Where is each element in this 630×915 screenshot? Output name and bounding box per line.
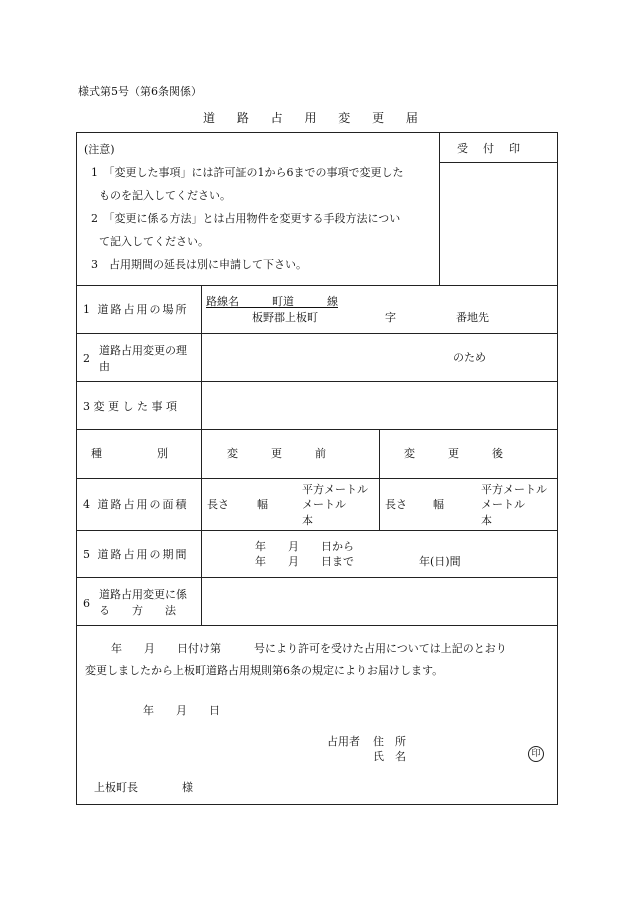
area-label: 4 道路占用の面積 <box>83 498 189 511</box>
name-label: 氏 名 <box>373 750 406 763</box>
form-title: 道 路 占 用 変 更 届 <box>203 111 427 125</box>
reason-label-line-2: 由 <box>99 360 110 373</box>
area-before-length: 長さ <box>207 498 229 511</box>
changed-items-label: 3 変 更 し た 事 項 <box>83 400 177 413</box>
label-column-divider <box>201 285 202 625</box>
occupant-label: 占用者 <box>327 735 360 748</box>
row-rule-3 <box>77 381 557 382</box>
method-label-line-1: 道路占用変更に係 <box>99 588 187 601</box>
note-1-line-1: 1 「変更した事項」には許可証の1から6までの事項で変更した <box>91 166 404 179</box>
row-rule-4 <box>77 429 557 430</box>
row-rule-8 <box>77 625 557 626</box>
area-before-sqm: 平方メートル <box>302 483 368 496</box>
addressee: 上板町長 様 <box>94 781 193 794</box>
area-after-width: 幅 <box>433 498 444 511</box>
row-rule-7 <box>77 577 557 578</box>
method-number: 6 <box>83 597 90 610</box>
before-after-divider <box>379 429 380 530</box>
location-aza: 字 <box>385 311 396 324</box>
note-3-line-1: 3 占用期間の延長は別に申請して下さい。 <box>91 258 307 271</box>
seal-mark: 印 <box>528 746 544 762</box>
period-to: 年 月 日まで <box>255 555 354 568</box>
note-2-line-1: 2 「変更に係る方法」とは占用物件を変更する手段方法につい <box>91 212 401 225</box>
reason-suffix: のため <box>453 351 486 364</box>
area-before-meter: メートル <box>302 498 346 511</box>
before-header: 変 更 前 <box>227 447 326 460</box>
area-after-length: 長さ <box>385 498 407 511</box>
row-rule-5 <box>77 478 557 479</box>
area-after-count: 本 <box>481 514 492 527</box>
area-before-count: 本 <box>302 514 313 527</box>
reception-divider <box>439 133 440 285</box>
declaration-line-2: 変更しましたから上板町道路占用規則第6条の規定によりお届けします。 <box>85 664 444 677</box>
row-rule-2 <box>77 333 557 334</box>
notes-heading: (注意) <box>84 143 115 156</box>
area-after-sqm: 平方メートル <box>481 483 547 496</box>
after-header: 変 更 後 <box>404 447 503 460</box>
location-banchi: 番地先 <box>456 311 489 324</box>
declaration-line-1: 年 月 日付け第 号により許可を受けた占用については上記のとおり <box>89 642 507 655</box>
period-label: 5 道路占用の期間 <box>83 548 189 561</box>
address-label: 住 所 <box>373 735 406 748</box>
location-label: 1 道路占用の場所 <box>83 303 189 316</box>
period-duration: 年(日)間 <box>419 555 461 568</box>
area-before-width: 幅 <box>257 498 268 511</box>
declaration-date: 年 月 日 <box>143 704 220 717</box>
form-number: 様式第5号（第6条関係） <box>78 85 202 98</box>
note-1-line-2: ものを記入してください。 <box>99 189 231 202</box>
note-2-line-2: て記入してください。 <box>99 235 209 248</box>
reason-number: 2 <box>83 352 90 365</box>
reason-label-line-1: 道路占用変更の理 <box>99 344 187 357</box>
row-rule-1 <box>77 285 557 286</box>
form-table <box>76 132 558 805</box>
reception-stamp-label: 受 付 印 <box>457 142 522 155</box>
location-town: 板野郡上板町 <box>252 311 318 324</box>
reception-header-rule <box>439 162 557 163</box>
location-route: 路線名 町道 線 <box>206 295 338 308</box>
area-after-meter: メートル <box>481 498 525 511</box>
kind-header: 種 別 <box>91 447 168 460</box>
row-rule-6 <box>77 530 557 531</box>
method-label-line-2: る 方 法 <box>99 604 176 617</box>
period-from: 年 月 日から <box>255 540 354 553</box>
